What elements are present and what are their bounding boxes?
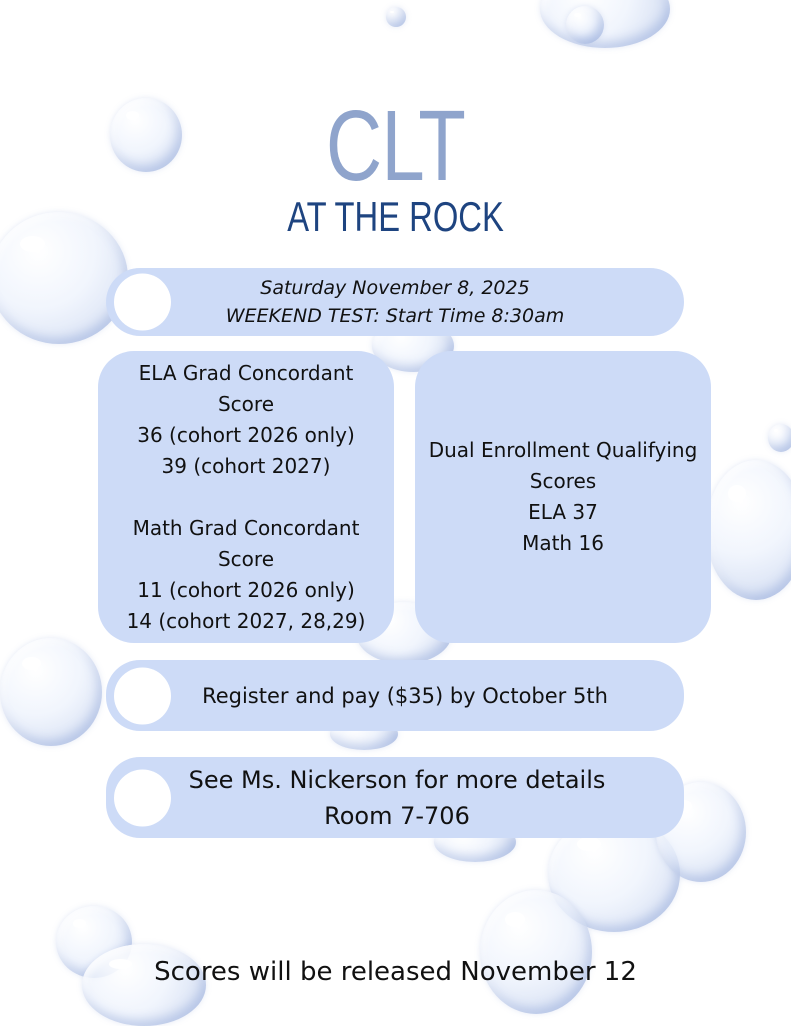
scores-release-note: Scores will be released November 12 [154, 957, 637, 987]
math-heading: Math Grad Concordant Score [132, 515, 360, 571]
dual-enrollment-heading: Dual Enrollment Qualifying Scores [428, 438, 698, 493]
bubble-decoration [0, 638, 102, 746]
page-title: CLT [325, 90, 466, 202]
contact-line: See Ms. Nickerson for more details [188, 765, 606, 794]
math-score-cohort-2026: 11 (cohort 2026 only) [137, 577, 355, 602]
bubble-decoration [540, 0, 670, 48]
date-banner [106, 268, 684, 336]
math-score-cohort-2027: 14 (cohort 2027, 28,29) [126, 608, 366, 633]
contact-room: Room 7-706 [324, 801, 470, 830]
circle-bullet-icon [114, 769, 171, 826]
contact-text-block [185, 762, 606, 834]
dual-enrollment-card [415, 351, 711, 643]
register-banner [106, 660, 684, 731]
circle-bullet-icon [114, 274, 171, 331]
bubble-decoration [768, 424, 791, 452]
event-start-time: WEEKEND TEST: Start Time 8:30am [225, 305, 565, 327]
contact-banner [106, 757, 684, 838]
dual-enrollment-ela: ELA 37 [528, 500, 598, 524]
page-subtitle: AT THE ROCK [287, 193, 504, 240]
bubble-decoration [386, 7, 406, 27]
event-date: Saturday November 8, 2025 [260, 277, 530, 299]
ela-score-cohort-2026: 36 (cohort 2026 only) [137, 422, 355, 447]
register-text: Register and pay ($35) by October 5th [202, 683, 608, 708]
dual-enrollment-math: Math 16 [522, 531, 604, 555]
grad-concordant-card [98, 351, 394, 643]
bubble-decoration [706, 460, 791, 600]
ela-score-cohort-2027: 39 (cohort 2027) [161, 453, 331, 478]
circle-bullet-icon [114, 667, 171, 724]
ela-heading: ELA Grad Concordant Score [138, 360, 354, 416]
bubble-decoration [566, 6, 604, 44]
date-text-block [226, 274, 565, 330]
